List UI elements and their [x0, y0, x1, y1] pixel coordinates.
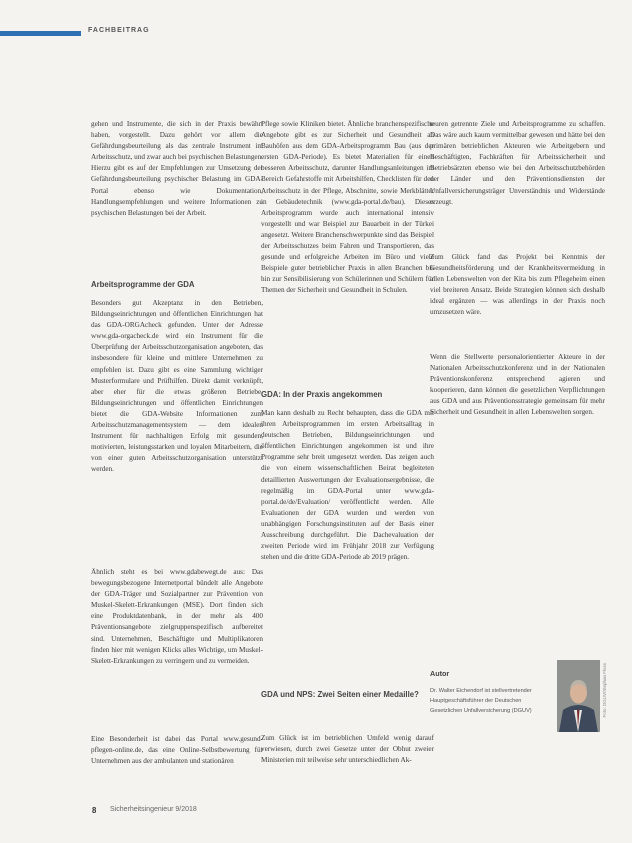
paragraph: Ähnlich steht es bei www.gdabewegt.de aus: Das bewegungsbezogene Internetportal bündelt alle Angebote der GDA-Träger und Sozialpartner zur Prävention von Muskel-Skelett-Erkrankungen (MSE). Dort finden sich eine Produktdatenbank, in der mehr als 400 Präventionsangebote zielgruppenspezifisch aufbereitet sind. Unternehmen, Beschäftigte und Multiplikatoren finden hier mit wenigen Klicks alles Wichtige, um Muskel-Skelett-Erkrankungen zu verringern und zu vermeiden. — [91, 568, 263, 665]
paragraph: Wenn die Stellwerte personalorientierter Akteure in der Nationalen Arbeitsschutzkonferenz und in der Nationalen Präventionskonferenz entsprechend agieren und kooperieren, dann können die gesetzlichen Verpflichtungen aus GDA und aus Präventionsstrategie gemeinsam für mehr Sicherheit und Gesundheit in allen Lebenswelten sorgen. — [430, 353, 605, 417]
author-bio: Dr. Walter Eichendorf ist stellvertretender Hauptgeschäftsführer der Deutschen Gesetzlichen Unfallversicherung (DGUV) — [430, 688, 532, 714]
portrait-image — [557, 660, 600, 732]
section-heading: Arbeitsprogramme der GDA — [91, 280, 195, 289]
paragraph: Pflege sowie Kliniken bietet. Ähnliche branchenspezifische Angebote gibt es zur Sicherheit und Gesundheit an Bauhöfen aus dem GDA-Arbeitsprogramm Bau (aus der ersten GDA-Periode). Es bietet Materialien für einen besseren Arbeitsschutz, darunter Handlungsanleitungen im Bereich Gefahrstoffe mit Arbeitshilfen, Checklisten für den Arbeitsschutz in der Pflege, Abschnitte, sowie Merkblätter in Gebäudetechnik (www.gda-portal.de/bau). Dieses Arbeitsprogramm wurde auch international intensiv vorgestellt und war Beispiel zur Bauarbeit in der Türkei angesetzt. Weitere Branchenschwerpunkte sind das Beispiel der Arbeitsschutzes beim Fahren und Transportieren, das gesunde und erfolgreiche Arbeiten im Büro und viele Beispiele guter betrieblicher Praxis in allen Branchen bis hin zur Sensibilisierung von Schülerinnen und Schülern für Themen der Sicherheit und Gesundheit in Schulen. — [261, 120, 434, 295]
paragraph: Zum Glück fand das Projekt bei Kenntnis der Gesundheitsförderung und der Krankheitsvermeidung in allen Lebenswelten von der Kita bis zum Pflegeheim einen viel breiteren Ansatz. Beide Strategien können sich deshalb ideal ergänzen — was allerdings in der Praxis noch umzusetzen wäre. — [430, 253, 605, 317]
paragraph: Eine Besonderheit ist dabei das Portal www.gesund-pflegen-online.de, das eine Online-Selbstbewertung für Unternehmen aus der ambulanten und stationären — [91, 735, 263, 766]
page-number: 8 — [92, 806, 97, 815]
author-box — [430, 663, 607, 749]
paragraph: teuren getrennte Ziele und Arbeitsprogramme zu schaffen. Das wäre auch kaum vermittelbar gewesen und hätte bei den primären betrieblichen Akteuren wie Arbeitgebern und Beschäftigten, Fachkräften für Arbeitssicherheit und Betriebsärzten ebenso wie bei den Arbeitsschutzbehörden der Länder und den Präventionsdiensten der Unfallversicherungsträger Unverständnis und Widerstände erzeugt. — [430, 120, 605, 206]
magazine-name: Sicherheitsingenieur 9/2018 — [110, 806, 197, 813]
paragraph: Besonders gut Akzeptanz in den Betrieben, Bildungseinrichtungen und öffentlichen Einrichtungen hat das GDA-ORGAcheck gefunden. Unter der Adresse www.gda-orgacheck.de wird ein Instrument für die Überprüfung der Arbeitsschutzorganisation angeboten, das insbesondere für kleine und mittlere Unternehmen zu empfehlen ist. Dazu gibt es eine Sammlung wichtiger Musterformulare und Prüfhilfen. Direkt damit verknüpft, aber eher für die etwas größeren Betriebe, Bildungseinrichtungen und öffentlichen Einrichtungen bietet die GDA-Website Informationen zum Arbeitsschutzmanagementsystem — dem idealen Instrument für nachhaltigen Erfolg mit gesunden, motivierten, leistungsstarken und loyalen Mitarbeitern, die von einer guten Arbeitsschutzorganisation unterstützt werden. — [91, 299, 263, 474]
paragraph: Zum Glück ist im betrieblichen Umfeld wenig darauf verwiesen, durch zwei Gesetze unter der Obhut zweier Ministerien mit teilweise sehr unterschiedlichen Ak- — [261, 734, 434, 765]
section-color-bar — [0, 31, 81, 36]
paragraph: gehen und Instrumente, die sich in der Praxis bewährt haben, vorgestellt. Dazu gehört vor allem die Gefährdungsbeurteilung als das zentrale Instrument im Arbeitsschutz, und zwar auch bei psychischen Belastungen. Hierzu gibt es auf der Empfehlungen zur Umsetzung der Gefährdungsbeurteilung psychischer Belastung im GDA-Portal ebenso wie Dokumentation, Handlungsempfehlungen und weitere Informationen zu psychischen Belastungen bei der Arbeit. — [91, 120, 263, 217]
paragraph: Man kann deshalb zu Recht behaupten, dass die GDA mit ihren Arbeitsprogrammen im ersten Arbeitsalltag in deutschen Betrieben, Bildungseinrichtungen und öffentlichen Einrichtungen angekommen ist und ihre Programme sehr breit umgesetzt werden. Das zeigen auch die von einem wissenschaftlichen Beirat begleiteten detaillierten Auswertungen der Evaluationsergebnisse, die regelmäßig im GDA-Portal unter www.gda-portal.de/de/Evaluation/ veröffentlicht werden. Alle Evaluationen der GDA wurden und werden von unabhängigen Forschungsinstituten auf der Basis einer Ausschreibung durchgeführt. Die Dachevaluation der zweiten Periode wird im Frühjahr 2018 zur Verfügung stehen und die dritte GDA-Periode ab 2019 prägen. — [261, 409, 434, 562]
section-label: FACHBEITRAG — [88, 27, 150, 34]
author-title: Autor — [430, 669, 450, 678]
photo-credit: Foto: DGUV/Stephan Floss — [602, 663, 607, 718]
section-heading: GDA: In der Praxis angekommen — [261, 390, 383, 399]
author-photo — [557, 660, 600, 732]
section-heading: GDA und NPS: Zwei Seiten einer Medaille? — [261, 690, 419, 699]
